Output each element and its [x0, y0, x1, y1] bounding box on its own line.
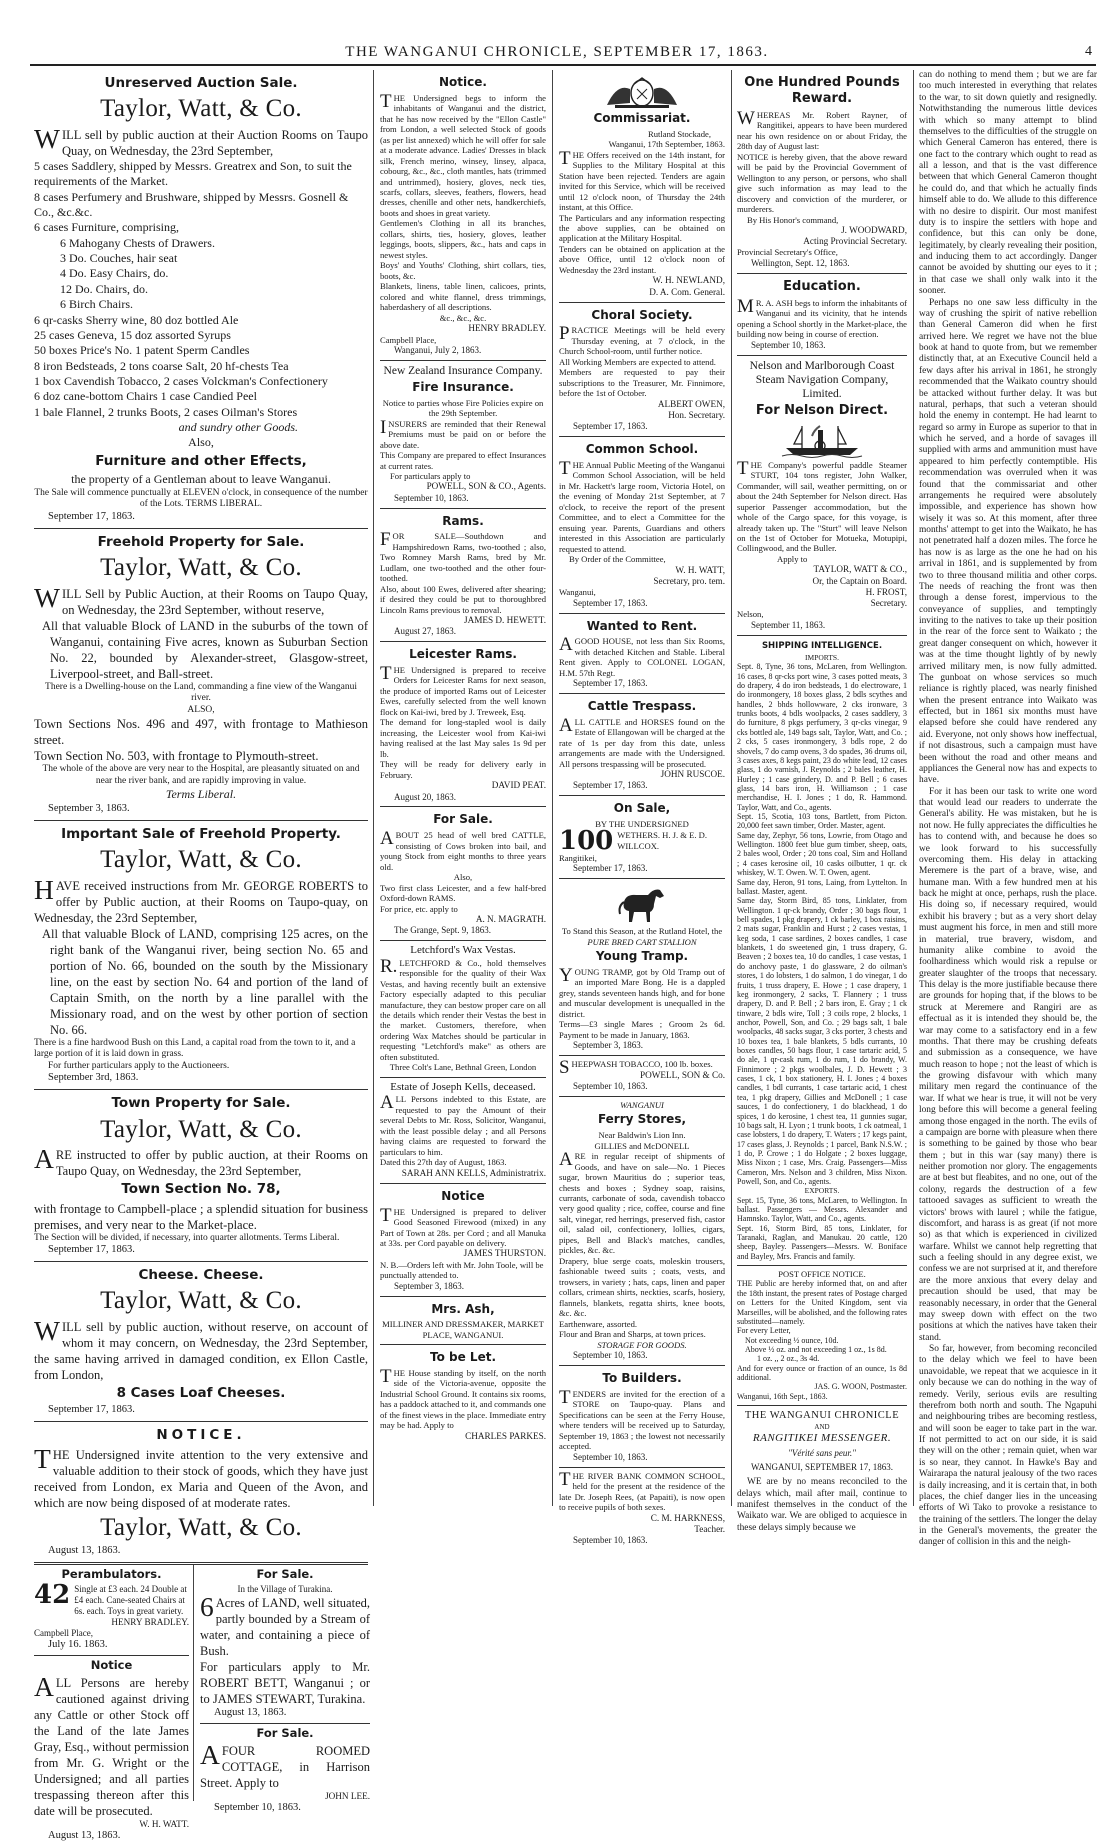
ad-date: Wellington, Sept. 12, 1863.	[751, 257, 850, 268]
shipping-entry: Same day, Zephyr, 56 tons, Lowrie, from Otago and Wellington. 1800 feet blue gum timber, sheep, oats, 2 bales wool, Order ; 20 tons coal, Sim and Holland ; 4 cases kerosine oil, 10 casks oilbutter, 1 qr. ck whiskey, W. T. Owen. W. T. Owen, agent.	[737, 830, 907, 878]
ad-command: By His Honor's command,	[747, 214, 839, 225]
ad-date: September 17, 1863.	[48, 1244, 135, 1256]
ad-heading: Notice.	[439, 75, 487, 89]
ad-heading: Freehold Property for Sale.	[97, 533, 305, 550]
ad-body: Tenders can be obtained on application at the above Office, until 12 o'clock noon of Wednesday the 23rd instant.	[559, 243, 725, 275]
ad-date: September 3, 1863.	[48, 802, 130, 814]
ad-body: 6Acres of LAND, well situated, partly bounded by a Stream of water, and containing a piece of Bush.	[200, 1590, 370, 1658]
ad-line: PURE BRED CART STALLION	[587, 936, 697, 947]
ad-signature: CHARLES PARKES.	[465, 1430, 546, 1441]
ad-mrs-ash	[380, 1297, 546, 1346]
ad-date: August 20, 1863.	[394, 791, 457, 802]
ad-body: ALL Persons are hereby cautioned against driving any Cattle or other Stock off the Land of the late James Gray, Esq., without permission from Mr. G. Wright or the Undersigned; and all parties trespassing thereon after this date will be prosecuted.	[34, 1670, 189, 1818]
ad-body: THE Undersigned invite attention to the very extensive and valuable addition to their stock of goods, which they have just received from London, ex Maria and Queen of the Avon, and which are now being disposed of at moderate rates.	[34, 1442, 368, 1510]
ad-terms: Terms—£3 single Mares ; Groom 2s 6d. Payment to be made in January, 1863.	[559, 1019, 725, 1040]
ad-date: September 10, 1863.	[573, 1451, 648, 1462]
ad-common-school	[559, 437, 725, 613]
item-heading: 8 Cases Loaf Cheeses.	[116, 1384, 286, 1401]
ad-cattle-trespass	[559, 694, 725, 796]
ad-heading: Common School.	[585, 442, 699, 457]
ad-body: NOTICE is hereby given, that the above reward will be paid by the Provincial Government of Wellington to any person, or persons, who shall give such information as may lead to the discovery and conviction of the murderer, or murderers.	[737, 151, 907, 215]
ad-apply: For price, etc. apply to	[380, 903, 458, 914]
ad-signature: POWELL, SON & Co.	[640, 1069, 725, 1080]
ad-storage: STORAGE FOR GOODS.	[597, 1339, 687, 1350]
sundry-line: and sundry other Goods.	[178, 420, 298, 435]
ad-body: This Company are prepared to effect Insurances at current rates.	[380, 450, 546, 471]
section-heading: POST OFFICE NOTICE.	[778, 1269, 866, 1280]
item-line: 6 Birch Chairs.	[60, 297, 133, 312]
ad-sub: MILLINER AND DRESSMAKER, MARKET PLACE, WANGANUI.	[382, 1319, 544, 1340]
ad-body: Blankets, linens, table linen, calicoes, prints, colored and white flannel, dress trimmings, haberdashery of all descriptions.	[380, 281, 546, 313]
rate-line: And for every ounce or fraction of an ounce, 1s 8d additional.	[737, 1363, 907, 1383]
ad-signature-title: Hon. Secretary.	[668, 410, 725, 421]
editorial-paragraph: For it has been our task to write one word that would lead our readers to underrate the General's ability. He was mistaken, but he is not now. He fully appreciates the difficulties he has to contend with, and because he does so we look forward to his successfully overcoming them. His delay in attacking Meremere is the part of a brave, wise, and humane man. With a few hundred men at his back he might at once, perhaps, rush the place. His doing so, if necessary required, would exhibit his bravery ; but as a very short delay must augment his force, in men and still more in material, true bravery, wisdom, and humanity alike combine to avoid the foolhardiness which would risk a repulse or greater slaughter of the troops that necessary. This delay is the more justifiable because there are grounds for hoping that, if the blows to be struck at Meremere and Rangiri are as effectual as it is intended they should be, the war may come to a satisfactory end in a few months. That there may be crushing defeats and submission as a consequence, we have much reason to hope ; not the least of which is the growing disfavour with which many military men regard the continuance of the war. If what we hear is true, it will not be very long before this will become a general feeling among those engaged in the north. The evils of a campaign are borne with pleasure when there is something to be gained by those who bear them ; but in this war (say many) there is neither promotion nor glory. The engagements are at best but fleabites, and no one, out of the colony, regards the destruction of a few tattooed savages as sufficient to wreath the victors' brows with laurel ; while the fatigue, discomfort, and harass is as great (if not more so) as that which is experienced in civilized warfare. Whilst we cannot help regretting that such a feeling should in any degree exist, we confess we are not surprised at it, and therefore are the more anxious that every delay and precaution should be used, that may be reasonably necessary, in order that the General may sweep down with effect on the two positions at which the natives have taken their stand.	[919, 786, 1097, 1343]
ad-body: TENDERS are invited for the erection of a STORE on Taupo-quay. Plans and Specifications can be seen at the Ferry House, where tenders will be received up to Saturday, September 19, 1863 ; the lowest not necessarily accepted.	[559, 1386, 725, 1452]
ad-body: THE Offers received on the 14th instant, for Supplies to the Military Hospital at this Station have been rejected. Tenders are again invited for this Service, which will be received until 12 o'clock noon, of Thursday the 24th instant, at this Office.	[559, 147, 725, 213]
ad-body: ABOUT 25 head of well bred CATTLE, consisting of Cows broken into bail, and young Stock from eight months to three years old.	[380, 828, 546, 872]
ad-place: Campbell Place,	[380, 334, 437, 345]
ad-signature: HENRY BRADLEY.	[468, 323, 546, 334]
ad-body: ALL CATTLE and HORSES found on the Estate of Ellangowan will be charged at the rate of 1s per day from this date, unless arrangements are made with the Undersigned. All persons trespassing will be prosecuted.	[559, 714, 725, 769]
ad-body: They will be ready for delivery early in February.	[380, 759, 546, 780]
small-ads-left	[34, 1565, 194, 1842]
ad-reward	[737, 70, 907, 274]
firm-name: Taylor, Watt, & Co.	[100, 95, 302, 123]
ad-wax-vestas	[380, 941, 546, 1078]
ad-order: By Order of the Committee,	[569, 554, 666, 565]
ad-signature: J. WOODWARD,	[841, 225, 907, 236]
masthead	[0, 0, 1114, 68]
ad-signature: JAMES THURSTON.	[463, 1248, 546, 1259]
ad-signature-title: Secretary, pro. tem.	[653, 575, 725, 586]
shipping-intelligence	[737, 636, 907, 1266]
item-line: 25 cases Geneva, 15 doz assorted Syrups	[34, 327, 231, 342]
column-3	[555, 70, 729, 1546]
ad-heading: Notice	[441, 1188, 485, 1203]
ad-apply: For particulars apply to	[390, 470, 471, 481]
ad-notice	[34, 1422, 368, 1565]
ad-body: Drapery, blue serge coats, moleskin trousers, fashionable tweed suits ; coats, vests, and trowsers, in variety ; hats, caps, linen and paper collars, crimean shirts, neckties, scarfs, hosiery, flannels, blankets, regatta shirts, knee boots, &c. &c.	[559, 1255, 725, 1319]
ad-date: September 10, 1863.	[394, 492, 469, 503]
ad-office: Provincial Secretary's Office,	[737, 247, 838, 258]
ad-body: WILL Sell by Public Auction, at their Rooms on Taupo Quay, on Wednesday, the 23rd September, without reserve,	[34, 581, 368, 617]
ad-sub: In the Village of Turakina.	[237, 1583, 333, 1594]
item-line: 6 cases Furniture, comprising,	[34, 220, 179, 235]
firm-name: Taylor, Watt, & Co.	[100, 846, 302, 874]
on-sale-body	[559, 825, 725, 856]
firm-name: Taylor, Watt, & Co.	[100, 1287, 302, 1315]
ad-body: THE Annual Public Meeting of the Wanganui Common School Association, will be held in Mr. Hackett's large room, Victoria Hotel, on the evening of Monday 21st September, at 7 o'clock, to receive the report of the present Committee, and to elect a Committee for the ensuing year. Parents, Guardians and others interested in this Association are particularly requested to attend.	[559, 457, 725, 554]
item-line: 1 box Cavendish Tobacco, 2 cases Volckman's Confectionery	[34, 374, 328, 388]
ad-date: September 11, 1863.	[751, 619, 826, 630]
ad-heading: Mrs. Ash,	[431, 1301, 495, 1316]
ad-signature: W. H. WATT,	[675, 564, 725, 575]
ad-date-top: Wanganui, 17th September, 1863.	[608, 139, 725, 150]
item-line: 8 iron Bedsteads, 2 tons coarse Salt, 20 hf-chests Tea	[34, 358, 289, 373]
ad-heading: Cheese. Cheese.	[138, 1266, 264, 1283]
small-ads-block	[34, 1565, 370, 1842]
big-number: 42	[34, 1579, 71, 1610]
ad-date: August 13, 1863.	[48, 1545, 121, 1557]
ad-date: Wanganui, 16th Sept., 1863.	[737, 1392, 828, 1402]
ad-firewood-notice	[380, 1184, 546, 1297]
ad-choral-society	[559, 303, 725, 437]
ad-date: Wanganui, July 2, 1863.	[394, 344, 482, 355]
steamer-icon	[782, 422, 862, 458]
ad-body: Boys' and Youths' Clothing, shirt collars, ties, boots, &c.	[380, 260, 546, 281]
masthead-rule	[30, 64, 1096, 66]
ad-body: ARE instructed to offer by public auction, at their Rooms on Taupo Quay, on Wednesday, the 23rd September,	[34, 1143, 368, 1179]
ad-heading: Estate of Joseph Kells, deceased.	[390, 1080, 536, 1093]
ad-on-sale	[559, 796, 725, 879]
ad-signature: DAVID PEAT.	[491, 780, 546, 791]
ad-signature: W. H. NEWLAND,	[652, 275, 725, 286]
page-mark: 4	[1085, 44, 1092, 59]
rate-line: Not exceeding ½ ounce, 10d.	[745, 1335, 839, 1345]
ad-heading: For Sale.	[256, 1725, 314, 1740]
ad-heading: For Nelson Direct.	[755, 402, 889, 418]
item-line: 6 doz cane-bottom Chairs 1 case Candied Peel	[34, 389, 257, 404]
ad-date: September 17, 1863.	[48, 1404, 135, 1416]
ad-date: September 3, 1863.	[394, 1280, 464, 1291]
motto: "Vérité sans peur."	[788, 1448, 856, 1459]
ad-note: The Section will be divided, if necessary, into quarter allotments. Terms Liberal.	[34, 1232, 340, 1243]
ad-heading: Notice	[90, 1657, 133, 1672]
ad-sub: Near Baldwin's Lion Inn.	[598, 1130, 686, 1141]
editorial-paragraph: So far, however, from becoming reconciled to the delay which we feel to have been unavoidable, we repeat that we acquiesce in it only because we can do nothing in the way of remedy. Verily, serious evils are resulting therefrom both north and south. The Ngapuhi and neighbouring tribes are becoming restless, and will soon be eager to take part in the war. If not permitted to act on our side, it is said they will on the other ; remain quiet, when war is so near, they cannot. In Hawke's Bay and Wairarapa the natural jealousy of the two races is daily increasing, and it is certain that, in both places, the chief danger lies in the unceasing efforts of Wi Tako to provoke a resistance to the training of the settlers. The longer the delay in the General's movements, the greater the danger of collision in this and the neigh-	[919, 1344, 1097, 1548]
ad-body: THE Undersigned is prepared to deliver Good Seasoned Firewood (mixed) in any Part of Town at 28s. per Cord ; and all Manuka at 33s. per Cord payable on delivery.	[380, 1204, 546, 1248]
ad-date: September 10, 1863.	[751, 339, 826, 350]
ad-date: August 27, 1863.	[394, 626, 457, 637]
ad-place: Rutland Stockade,	[647, 128, 711, 139]
ad-date: September 17, 1863.	[573, 863, 648, 874]
ad-bradley-notice	[380, 70, 546, 361]
ad-date: September 10, 1863.	[214, 1801, 301, 1813]
ad-body: THE RIVER BANK COMMON SCHOOL, held for the present at the residence of the late Dr. Joseph Rees, (at Papaiti), is now open to receive pupils of both sexes.	[559, 1468, 725, 1513]
ad-heading: Fire Insurance.	[412, 379, 514, 394]
ad-body: Two first class Leicester, and a few half-bred Oxford-down RAMS.	[380, 882, 546, 904]
ad-education	[737, 274, 907, 356]
ad-commissariat	[559, 70, 725, 303]
royal-arms-icon	[597, 75, 687, 109]
ad-body: AGOOD HOUSE, not less than Six Rooms, with detached Kitchen and Stable. Liberal Rent given. Apply to COLONEL LOGAN, H.M. 57th Regt.	[559, 634, 725, 678]
editorial-masthead	[737, 1410, 907, 1473]
ad-ferry-stores	[559, 1097, 725, 1366]
ad-nelson-steamer	[737, 356, 907, 636]
ad-place: Rangitikei,	[559, 852, 597, 863]
shipping-entry: Sept. 15, Scotia, 103 tons, Bartlett, from Picton. 20,000 feet sawn timber, Order. Master, agent.	[737, 812, 907, 831]
ad-body: MR. A. ASH begs to inform the inhabitants of Wanganui and its vicinity, that he intends opening a School shortly in the Market-place, the building now being in course of erection.	[737, 295, 907, 340]
ad-body: Members are requested to pay their subscriptions to the Treasurer, Mr. Finnimore, before the 1st of October.	[559, 367, 725, 399]
paper-name: THE WANGANUI CHRONICLE	[744, 1410, 900, 1422]
ad-signature: W. H. WATT.	[139, 1818, 189, 1829]
ad-signature: JOHN RUSCOE.	[660, 769, 725, 780]
ad-to-builders	[559, 1366, 725, 1468]
shipping-entry: Sept. 15, Tyne, 36 tons, McLaren, to Wellington. In ballast. Passengers — Messrs. Alexander and Hamnsko. Taylor, Watt, and Co., agents.	[737, 1195, 907, 1224]
ad-date: September 17, 1863.	[573, 780, 648, 791]
editorial-text: WE are by no means reconciled to the delays which, mail after mail, continue to manifest themselves in the conduct of the Waikato war. We are obliged to acquiesce in these delays simply because we	[737, 1477, 907, 1533]
also-line: ALSO,	[187, 704, 215, 715]
ad-heading: To Builders.	[602, 1371, 682, 1386]
ad-place: Nelson,	[737, 609, 764, 620]
ad-body: The demand for long-stapled wool is daily increasing, the Leicester wool from Kai-iwi having realised at the last May sales 1s 9d per lb.	[380, 717, 546, 759]
ad-sheepwash-tobacco	[559, 1056, 725, 1097]
ad-signature-title: Acting Provincial Secretary.	[803, 236, 907, 247]
column-5	[915, 70, 1101, 1548]
ad-body: R.LETCHFORD & Co., hold themselves responsible for the quality of their Wax Vestas, and having recently built an extensive Factory especially adapted to this peculiar manufacture, they can bestow proper care on all the details which render their Vestas the best in the market. Customers, therefore, when ordering Wax Matches should be particular in requesting "Letchford's make" as others are often substituted.	[380, 955, 546, 1062]
ad-heading: Important Sale of Freehold Property.	[61, 825, 341, 842]
ad-rams	[380, 509, 546, 643]
ad-heading: For Sale.	[433, 812, 493, 827]
ad-signature: C. M. HARKNESS,	[650, 1512, 725, 1523]
item-line: 50 boxes Price's No. 1 patent Sperm Candles	[34, 343, 250, 358]
ad-line: To Stand this Season, at the Rutland Hotel, the	[561, 926, 723, 937]
shipping-entry: Sept. 16, Storm Bird, 85 tons, Linklater, for Taranaki, Raglan, and Manukau. 20 cattle, 120 sheep, Bayley. Passengers—Messrs. W. Boniface and Bayley, Mrs. Francis and family.	[737, 1223, 907, 1261]
column-2	[376, 70, 550, 1506]
ad-address: Three Colt's Lane, Bethnal Green, London	[389, 1062, 537, 1073]
paper-and: AND	[814, 1423, 830, 1432]
ad-leicester-rams	[380, 642, 546, 807]
ad-town-property	[34, 1090, 368, 1262]
ad-heading: Leicester Rams.	[409, 647, 517, 662]
item-line: 6 qr-casks Sherry wine, 80 doz bottled Ale	[34, 312, 239, 327]
ad-date: September 3, 1863.	[573, 1040, 643, 1051]
ad-heading: Unreserved Auction Sale.	[104, 75, 298, 91]
notice-body: THE Public are hereby informed that, on and after the 18th instant, the present rates of Postage charged on Letters for the United Kingdom, sent via Marseilles, will be abolished, and the following rates substituted—namely.	[737, 1279, 907, 1326]
ad-signature: HENRY BRADLEY.	[111, 1616, 189, 1627]
ad-body: The Particulars and any information respecting the above supplies, can be obtained on application at the Military Hospital.	[559, 212, 725, 244]
editorial-paragraph: can do nothing to mend them ; but we are far too much interested in everything that relates to the war, to sit down quietly and resignedly. Notwithstanding the numerous little devices with which so many attempt to blind themselves to the difficulties of the struggle on which General Cameron has entered, there is one fact to the contrary which ought to read as all a lesson, and that is the vast difference between that which General Cameron thought he could do, and that which he actually finds himself able to do. We allude to this difference with no desire to dispirit. Our most manifest duty is to inspire the settlers with hope and confidence, but this can only be done, legitimately, by clearly revealing their position, and inducing them to act accordingly. Danger cannot be avoided by shutting our eyes to it ; in that case we shall only walk into it the sooner.	[919, 70, 1097, 297]
rate-line: For every Letter,	[737, 1326, 791, 1336]
ad-body: For particulars apply to Mr. ROBERT BETT, Wanganui ; or to JAMES STEWART, Turakina.	[200, 1659, 370, 1706]
ad-body: THE Undersigned begs to inform the inhabitants of Wanganui and the district, that he has now received by the "Ellon Castle" from London, a well selected Stock of goods (as per list annexed) which he will offer for sale at a moderate advance. Ladies' Dresses in black silk, French merino, winsey, linsey, alpaca, cobourg, &c., &c., cloth mantles, hats (trimmed and untrimmed), hosiery, gloves, neck ties, scarfs, collars, sleeves, feathers, flowers, head dresses, chenille and other nets, handkerchiefs, boots and shoes in great variety.	[380, 90, 546, 218]
newspaper-title: THE WANGANUI CHRONICLE, SEPTEMBER 17, 1863.	[345, 44, 769, 60]
rate-line: Above ½ oz. and not exceeding 1 oz., 1s 8d.	[745, 1344, 887, 1354]
ad-estate-kells	[380, 1078, 546, 1184]
item-line: 3 Do. Couches, hair seat	[60, 251, 178, 266]
company-title: Nelson and Marlborough Coast Steam Navigation Company, Limited.	[749, 359, 895, 400]
ad-signature-title: Teacher.	[694, 1523, 725, 1534]
post-office-notice	[737, 1266, 907, 1406]
ad-cheese	[34, 1262, 368, 1422]
ad-signature: JOHN LEE.	[325, 1790, 370, 1801]
ad-heading: Perambulators.	[61, 1566, 162, 1581]
ad-important-sale	[34, 821, 368, 1091]
ad-heading: To be Let.	[430, 1350, 496, 1365]
ad-body: Also, about 100 Ewes, delivered after shearing; if desired they could be put to thoroughbred Lincoln Rams previous to removal.	[380, 583, 546, 615]
ad-heading: Town Property for Sale.	[111, 1095, 291, 1112]
ad-heading: Letchford's Wax Vestas.	[410, 944, 516, 957]
ad-apply: Apply to	[777, 553, 808, 564]
ad-body: PRACTICE Meetings will be held every Thursday evening, at 7 o'clock, in the Church School-room, until further notice.	[559, 323, 725, 357]
column-divider	[373, 70, 374, 1506]
ad-signature: H. FROST,	[865, 586, 907, 597]
ad-heading: Young Tramp.	[595, 949, 689, 964]
ad-note: The whole of the above are very near to the Hospital, are pleasantly situated on and near the river bank, and are rapidly improving in value.	[42, 764, 360, 786]
column-1	[30, 70, 372, 1842]
ad-body: Town Section No. 503, with frontage to Plymouth-street.	[34, 749, 319, 764]
terms-line: Terms Liberal.	[165, 787, 237, 802]
ad-signature: ALBERT OWEN,	[657, 398, 725, 409]
shipping-entry: Same day, Heron, 91 tons, Laing, from Lyttelton. In ballast. Master, agent.	[737, 877, 907, 896]
ad-date: September 3rd, 1863.	[48, 1072, 139, 1084]
perambulators-body	[34, 1579, 189, 1617]
ad-body: WETHERS. H. J. & E. D. WILLCOX.	[617, 829, 708, 852]
divider	[34, 1655, 189, 1656]
sale-note: The Sale will commence punctually at ELEVEN o'clock, in consequence of the number of the Lots. TERMS LIBERAL.	[34, 487, 368, 510]
ad-date: September 10, 1863.	[573, 1350, 648, 1361]
ad-signature: A. N. MAGRATH.	[475, 913, 546, 924]
ad-body: INSURERS are reminded that their Renewal Premiums must be paid on or before the above date.	[380, 416, 546, 450]
ad-heading: Education.	[783, 278, 861, 294]
ad-body: FOR SALE—Southdown and Hampshiredown Rams, two-toothed ; also, Two Romney Marsh Rams, bred by Mr. Ludlam, one two-toothed and the other four-toothed.	[380, 529, 546, 584]
firm-name: GILLIES and McDONELL	[594, 1140, 690, 1151]
ad-body: YOUNG TRAMP, got by Old Tramp out of an imported Mare Bong. He is a dappled grey, stands seventeen hands high, and for bone and muscular development is unequalled in the district.	[559, 964, 725, 1019]
column-divider	[913, 70, 914, 1506]
ad-wanted-to-rent	[559, 614, 725, 695]
ad-to-let	[380, 1345, 546, 1446]
ad-body: Flour and Bran and Sharps, at town prices.	[559, 1329, 706, 1340]
column-divider	[552, 70, 553, 1506]
ad-note: There is a Dwelling-house on the Land, commanding a fine view of the Wanganui river.	[45, 681, 357, 704]
firm-name: Taylor, Watt, & Co.	[100, 1115, 302, 1143]
ad-body: WILL sell by public auction at their Auction Rooms on Taupo Quay, on Wednesday, the 23rd September,	[34, 122, 368, 158]
ad-date: The Grange, Sept. 9, 1863.	[394, 925, 491, 936]
ad-heading: Choral Society.	[591, 307, 693, 322]
effects-heading: Furniture and other Effects,	[95, 452, 307, 469]
ad-signature-title: Or, the Captain on Board.	[812, 575, 907, 586]
ad-sub: Notice to parties whose Fire Policies expire on the 29th September.	[382, 397, 544, 419]
ad-signature: JAS. G. WOON, Postmaster.	[814, 1382, 907, 1392]
ad-heading: Commissariat.	[593, 111, 691, 125]
ad-body: Town Sections Nos. 496 and 497, with frontage to Mathieson street.	[34, 717, 368, 748]
ad-body: HAVE received instructions from Mr. GEORGE ROBERTS to offer by Public auction, at their Rooms on Taupo-quay, on Wednesday, the 23rd September,	[34, 873, 368, 925]
ad-date: August 13, 1863.	[214, 1706, 287, 1718]
ad-heading: Rams.	[442, 513, 484, 528]
item-line: 1 bale Flannel, 2 trunks Boots, 2 cases Oilman's Stores	[34, 404, 298, 419]
section-heading: Town Section No. 78,	[121, 1181, 281, 1198]
item-line: 4 Do. Easy Chairs, do.	[60, 266, 169, 281]
editorial-paragraph: Perhaps no one saw less difficulty in the way of crushing the spirit of native rebellion than General Cameron did when he first arrived here. We regret we have not the blue book at hand to quote from, but we remember distinctly that, at an Executive Council held a few days after his arrival in 1861, he strongly recommended that the Waikato country should be attacked without further delay. It was but natural, perhaps, that such a veteran should hold the enemy in contempt. He had learnt to regard so army in Europe as superior to that in which he served, and a horde of savages ill supplied with arms and ammunition must have appeared to him perfectly contemptible. His recommendation was overruled when it was found that the commissariat and other arrangements he required were absolutely impossible, and experience has shown how wisely it was so. At this moment, after three months' attempt to get into the Waikato, he has not penetrated half a dozen miles. The force he has now is as large as the one he had on his arrival in 1861, and is supplemented by from two to three thousand militia and other corps. The needs of reaching the front was then through a dense forest, impervious to the conveyance of supplies, and temptingly inviting to the natives to take up their position in the rear of the force sent to Waikato ; the great danger consequent on which, however it was at the time thought lightly of by newly arrived military men, is now fully admitted. The gunboat on whose services so much reliance is rightly placed, was nearly finished when the present entrance into Waikato was effected, but in 1861 six months must have elapsed before she could have rendered any aid. Everyone, not only shows how ineffectual, if not disastrous, such a campaign must have been without the road and other means and appliances the General now has and expects to have.	[919, 297, 1097, 786]
ad-sub: BY THE UNDERSIGNED	[595, 819, 689, 830]
small-ads-right	[200, 1565, 370, 1813]
ad-date: August 13, 1863.	[48, 1830, 121, 1842]
ad-note: For further particulars apply to the Auctioneers.	[48, 1060, 230, 1071]
ad-date: September 17, 1863.	[573, 421, 648, 432]
column-divider	[731, 70, 732, 1506]
rate-line: 1 oz. ,, 2 oz., 3s 4d.	[757, 1354, 820, 1364]
ad-body: All Working Members are expected to attend.	[559, 356, 716, 367]
firm-name: Taylor, Watt, & Co.	[100, 1513, 302, 1541]
ad-body: Gentlemen's Clothing in all its branches, collars, shirts, ties, hosiery, gloves, leather leggings, boots, slippers, &c., hats and caps in newest styles.	[380, 218, 546, 260]
item-line: 8 cases Perfumery and Brushware, shipped by Messrs. Gosnell & Co., &c.&c.	[34, 189, 349, 220]
ad-dated: Dated this 27th day of August, 1863.	[380, 1157, 507, 1168]
divider	[200, 1723, 370, 1724]
ad-cattle-sale	[380, 807, 546, 941]
ad-date: September 10, 1863.	[573, 1535, 648, 1546]
ad-note: There is a fine hardwood Bush on this Land, a capital road from the town to it, and a large portion of it is laid down in grass.	[34, 1037, 356, 1060]
editorial-date: WANGANUI, SEPTEMBER 17, 1863.	[750, 1462, 893, 1473]
also-line: Also,	[188, 435, 214, 450]
ad-heading: For Sale.	[256, 1566, 314, 1581]
ad-heading: Wanted to Rent.	[586, 618, 698, 633]
ad-body: Single at £3 each. 24 Double at £4 each. Cane-seated Chairs at 6s. each. Toys in great variety.	[74, 1583, 187, 1616]
ad-heading: NOTICE.	[156, 1427, 246, 1444]
paper-name-2: RANGITIKEI MESSENGER.	[752, 1431, 892, 1444]
ad-body: AFOUR ROOMED COTTAGE, in Harrison Street. Apply to	[200, 1738, 370, 1790]
ad-river-bank-school	[559, 1468, 725, 1550]
ad-body: THE House standing by itself, on the north side of the Victoria-avenue, opposite the Industrial School Ground. It contains six rooms, has a paddock attached to it, and commands one of the finest views in the place. Immediate entry may be had. Apply to	[380, 1365, 546, 1431]
ad-place: Campbell Place,	[34, 1628, 93, 1639]
ad-freehold-property	[34, 529, 368, 821]
ad-nb: N. B.—Orders left with Mr. John Toole, will be punctually attended to.	[380, 1259, 544, 1281]
also-line: Also,	[453, 872, 473, 883]
ad-body: ARE in regular receipt of shipments of Goods, and have on sale—No. 1 Pieces sugar, brown Mauritius do ; superior teas, chests and boxes ; Sydney soap, raisins, currants, carbonate of soda, cavendish tobacco very good quality ; rice, coffee, course and fine salt, vinegar, red herrings, preserved fish, castor oil, salad oil, confectionery, lollies, cigars, pipes, Bell and Black's matches, candles, pickles, &c. &c.	[559, 1149, 725, 1256]
ad-body: Earthenware, assorted.	[559, 1318, 638, 1329]
ad-heading: One Hundred Pounds Reward.	[744, 75, 900, 106]
ad-body: with frontage to Campbell-place ; a splendid situation for business premises, and very near to the Market-place.	[34, 1201, 368, 1232]
ad-signature: POWELL, SON & CO., Agents.	[426, 481, 546, 492]
ad-body: THE Company's powerful paddle Steamer STURT, 104 tons register, John Walker, Commander, will sail, weather permitting, on or about the 24th September for Nelson direct. Has superior Passenger accommodation, but the whole of the Cargo space, for this voyage, is already taken up. The "Sturt" will leave Nelson on the 1st of October for Motueka, Motupipi, Collingwood, and the Buller.	[737, 457, 907, 554]
ad-body: All that valuable Block of LAND, comprising 125 acres, on the right bank of the Wanganui river, being section No. 65 and portion of No. 66, bounded on the south by the Missionary line, on the east by section No. 64 and portion of the land of Captain Smith, on the north by a line parallel with the Missionary road, and on the west by other portion of section No. 66.	[42, 926, 368, 1037]
ad-date: September 17, 1863.	[573, 678, 648, 689]
ad-date: September 17, 1863.	[48, 510, 135, 522]
ad-signature: SARAH ANN KELLS, Administratrix.	[401, 1167, 546, 1178]
subsection-heading: IMPORTS.	[805, 653, 839, 663]
ad-place: Wanganui,	[559, 587, 596, 598]
shipping-entry: Sept. 8, Tyne, 36 tons, McLaren, from Wellington. 16 cases, 8 qr-cks port wine, 3 cases potted meats, 3 do drapery, 4 do iron bedsteads, 1 do electroware, 1 do ironmongery, 18 boxes glass, 2 bdls scythes and handles, 2 bhds hollowware, 2 cks ironware, 3 trunks boots, 4 bdls woolpacks, 2 cases saddlery, 3 do furniture, 8 pkgs perfumery, 3 qr-cks vinegar, 9 cks bottled ale, 149 bags salt, Taylor, Watt, and Co. ; 2 cks, 5 cases ironmongery, 3 bdls rope, 2 do shovels, 7 do camp ovens, 3 do spades, 36 drums oil, 3 cases axes, 8 kegs paint, 23 do white lead, 12 cases glass, 1 do varnish, J. Reynolds ; 2 bales leather, H. Hurley ; 1 case grindery, D. and P. Bell ; 6 cases glass, 14 bars iron, H. Williamson ; 1 case merchandise, H. I. Jones ; 1 do, R. Hammond. Taylor, Watt, and Co., agents.	[737, 662, 907, 812]
ad-date: September 17, 1863.	[573, 597, 648, 608]
ad-date: July 16. 1863.	[48, 1639, 108, 1651]
ad-signature: JAMES D. HEWETT.	[464, 615, 546, 626]
ad-body: All that valuable Block of LAND in the suburbs of the town of Wanganui, containing Five acres, known as Suburban Section No. 22, bounded by Alexander-street, Glasgow-street, Liverpool-street, and Ball-street.	[42, 618, 368, 681]
big-number: 100	[559, 825, 614, 856]
item-line: 12 Do. Chairs, do.	[60, 281, 148, 296]
ad-stallion	[559, 879, 725, 1056]
ad-date: September 10, 1863.	[573, 1081, 648, 1092]
ad-body: WHEREAS Mr. Robert Rayner, of Rangitikei, appears to have been murdered near his own residence on or about Friday, the 28th day of August last:	[737, 107, 907, 152]
horse-icon	[614, 884, 670, 924]
ad-heading: Cattle Trespass.	[587, 699, 697, 714]
item-line: 6 Mahogany Chests of Drawers.	[60, 235, 215, 250]
ad-signature: TAYLOR, WATT & CO.,	[813, 564, 907, 575]
ad-heading: Ferry Stores,	[597, 1112, 687, 1127]
firm-name: Taylor, Watt, & Co.	[100, 554, 302, 582]
ad-body: ALL Persons indebted to this Estate, are requested to pay the Amount of their several Debts to Mr. Ross, Solicitor, Wanganui, with the least possible delay ; and all Persons having claims are requested to forward the particulars to him.	[380, 1092, 546, 1157]
effects-sub: the property of a Gentleman about to leave Wanganui.	[71, 472, 331, 487]
ad-pre: WANGANUI	[620, 1099, 664, 1110]
ad-signature-title: D. A. Com. General.	[649, 286, 725, 297]
ad-body: THE Undersigned is prepared to receive Orders for Leicester Rams for next season, the produce of imported Rams out of Leicester Ewes, carefully selected from the well known flock on Kai-iwi, bred by J. Treweek, Esq.	[380, 662, 546, 717]
ad-body: WILL sell by public auction, without reserve, on account of whom it may concern, on Wednesday, the 23rd September, the same having arrived in damaged condition, ex Ellon Castle, from London,	[34, 1314, 368, 1382]
item-line: 5 cases Saddlery, shipped by Messrs. Greatrex and Son, to suit the requirements of the Market.	[34, 158, 352, 189]
section-heading: SHIPPING INTELLIGENCE.	[761, 640, 883, 651]
column-4	[733, 70, 911, 1533]
ad-etc: &c., &c., &c.	[439, 312, 487, 323]
company-title: New Zealand Insurance Company.	[383, 364, 543, 377]
ad-signature-title: Secretary.	[870, 598, 907, 609]
ad-unreserved-auction	[34, 70, 368, 529]
ad-heading: On Sale,	[613, 801, 671, 816]
ad-body: SHEEPWASH TOBACCO, 100 lb. boxes.	[559, 1057, 713, 1079]
ad-nz-insurance	[380, 361, 546, 509]
shipping-entry: Same day, Storm Bird, 85 tons, Linklater, from Wellington. 1 qr-ck brandy, Order ; 30 bags flour, 1 bell spades, 1 pkg drapery, 1 ck barley, 1 box raisins, 2 mats sugar, Franklin and Hurst ; 2 cases vestas, 1 keg soda, 1 case sardines, 2 boxes candles, 1 case blankets, 1 do sweetened gin, 1 truss drapery, G. Beaven ; 2 boxes tea, 10 do candles, 1 case vestas, 1 do anchovy paste, 1 do glassware, 2 do oilman's stores, 1 do lobsters, 1 do salmon, 1 do vinegar, 1 do fruits, 1 truss drapery, E. Howe ; 1 case drapery, 1 keg ironmongery, 2 sacks, T. Flannery ; 1 truss drapery, D. and P. Bell ; 2 bars iron, E. Gray ; 1 ck tinware, 2 bdls wire, Toll ; 3 coils rope, 2 blocks, 1 anchor, Powell, Son, and Co. ; 29 bags salt, 1 bale woolpacks, 48 sacks sugar, 3 cks porter, 3 chests and 10 boxes tea, 1 bale blankets, 5 bdls currants, 10 boxes candles, 50 bags flour, 1 case tartaric acid, 5 do ale, 1 qr-cask rum, 1 do rum, 1 do brandy, W. Finnimore ; 2 pkgs woolbales, J. D. Hewett ; 3 cases, 1 ck, 1 box stationery, H. I. Jones ; 4 boxes candles, 1 bdl currants, 1 case tartaric acid, 1 chest tea, 1 pkg drapery, Gillies and McDonell ; 1 case sauces, 1 do confectionery, 1 do blackhead, 1 do spices, 1 do kerosine, 1 chest tea, 11 gunnies sugar, 10 bags salt, H. Lyon ; 1 trunk boots, 1 ck oatmeal, 1 case lobsters, 1 do drapery, T. Waters ; 17 kegs paint, 17 cases glass, J. Reynolds ; 1 parcel, Bank N.S.W. ; 1 do, P. Crowe ; 1 do Holgate ; 2 boxes luggage, Miss Nixon ; 1 case, Mrs. Craig. Passengers—Miss Cameron, Mrs. Nelson and 3 children, Miss Nixon. Powell, Son, and Co., agents.	[737, 896, 907, 1187]
subsection-heading: EXPORTS.	[804, 1186, 840, 1196]
